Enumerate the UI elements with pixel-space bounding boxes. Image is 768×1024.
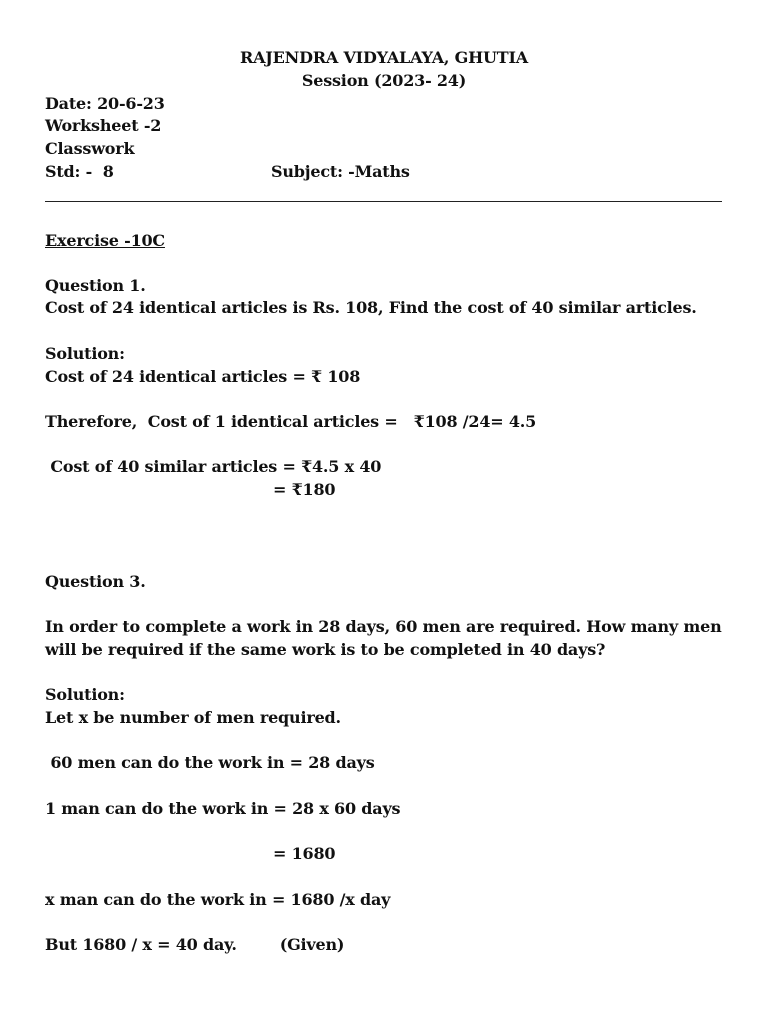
question-3-step: But 1680 / x = 40 day. (Given): [45, 935, 345, 954]
school-name: RAJENDRA VIDYALAYA, GHUTIA: [239, 48, 528, 67]
question-1-title: Question 1.: [45, 276, 146, 295]
question-3-step: x man can do the work in = 1680 /x day: [45, 890, 391, 909]
question-3-step: Let x be number of men required.: [45, 708, 341, 727]
question-1-text: Cost of 24 identical articles is Rs. 108, Find the cost of 40 similar articles.: [45, 298, 697, 317]
exercise-heading: Exercise -10C: [45, 231, 165, 250]
date-line: Date: 20-6-23: [45, 94, 165, 113]
std-line: Std: - 8: [45, 162, 114, 181]
session-line: Session (2023- 24): [301, 71, 467, 90]
question-1-answer: = ₹180: [273, 480, 336, 499]
header-divider: [45, 201, 722, 202]
question-3-step: = 1680: [273, 844, 336, 863]
question-1-step: Therefore, Cost of 1 identical articles = ₹108 /24= 4.5: [45, 412, 537, 431]
question-3-text: will be required if the same work is to be completed in 40 days?: [45, 640, 606, 659]
question-1-solution-label: Solution:: [45, 344, 125, 363]
question-1-step: Cost of 40 similar articles = ₹4.5 x 40: [45, 457, 382, 476]
question-3-title: Question 3.: [45, 572, 146, 591]
question-3-solution-label: Solution:: [45, 685, 125, 704]
question-3-step: 1 man can do the work in = 28 x 60 days: [45, 799, 401, 818]
classwork-line: Classwork: [45, 139, 135, 158]
question-3-text: In order to complete a work in 28 days, 60 men are required. How many men: [45, 617, 722, 636]
subject-line: Subject: -Maths: [271, 162, 410, 181]
question-3-step: 60 men can do the work in = 28 days: [45, 753, 375, 772]
worksheet-line: Worksheet -2: [45, 116, 162, 135]
question-1-step: Cost of 24 identical articles = ₹ 108: [45, 367, 361, 386]
